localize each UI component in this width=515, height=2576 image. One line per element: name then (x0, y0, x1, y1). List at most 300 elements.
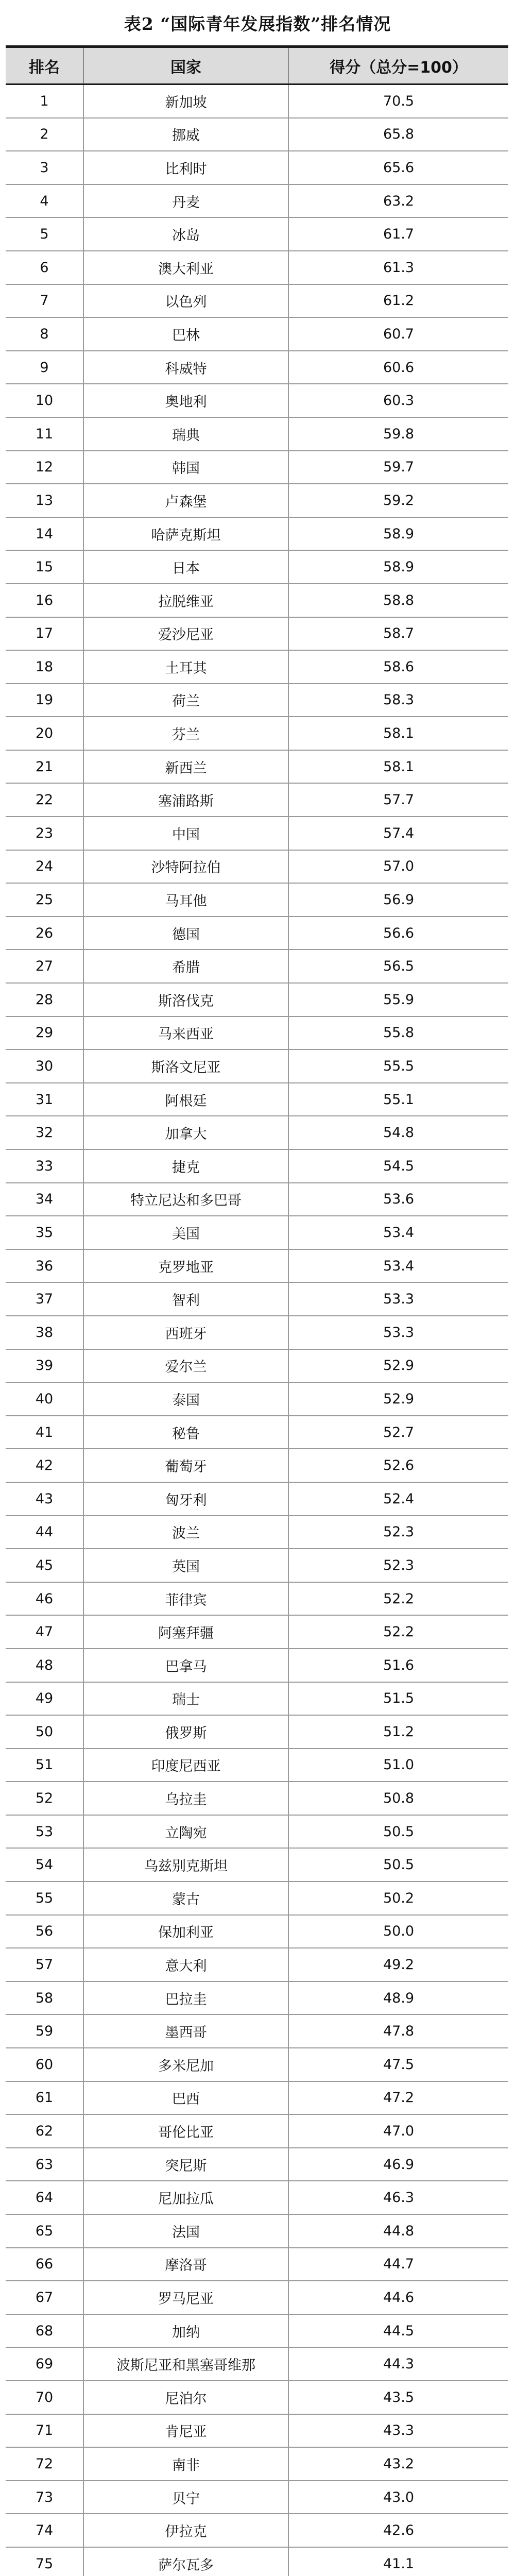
table-row (6, 984, 508, 1017)
table-row (6, 2015, 508, 2048)
score-cell: 44.5 (383, 2323, 415, 2339)
country-cell: 印度尼西亚 (84, 1749, 289, 1782)
country-cell: 冰岛 (84, 218, 289, 250)
table-row (6, 1749, 508, 1783)
rank-cell: 74 (6, 2514, 84, 2547)
country-cell: 乌兹别克斯坦 (84, 1849, 289, 1881)
score-cell: 44.3 (383, 2356, 415, 2372)
table-header-row (6, 48, 508, 85)
country-cell: 萨尔瓦多 (84, 2548, 289, 2576)
country-cell: 墨西哥 (84, 2015, 289, 2047)
table-row (6, 717, 508, 751)
rank-cell: 70 (6, 2381, 84, 2414)
score-cell: 56.9 (383, 892, 415, 908)
rank-cell: 6 (6, 251, 84, 284)
rank-cell: 52 (6, 1782, 84, 1815)
rank-cell: 11 (6, 418, 84, 450)
country-cell: 中国 (84, 817, 289, 850)
score-cell: 44.8 (383, 2223, 415, 2239)
country-cell: 斯洛文尼亚 (84, 1050, 289, 1082)
country-cell: 肯尼亚 (84, 2415, 289, 2447)
score-cell: 70.5 (383, 93, 415, 109)
table-row (6, 451, 508, 485)
country-cell: 尼加拉瓜 (84, 2181, 289, 2214)
score-cell: 43.2 (383, 2455, 415, 2472)
country-cell: 葡萄牙 (84, 1449, 289, 1482)
table-row (6, 1449, 508, 1483)
rank-cell: 73 (6, 2481, 84, 2514)
rank-cell: 40 (6, 1383, 84, 1415)
country-cell: 马来西亚 (84, 1017, 289, 1049)
score-cell: 58.6 (383, 658, 415, 675)
score-cell: 50.5 (383, 1857, 415, 1873)
rank-cell: 35 (6, 1216, 84, 1249)
table-row (6, 2281, 508, 2315)
country-cell: 塞浦路斯 (84, 784, 289, 816)
score-cell: 53.3 (383, 1291, 415, 1308)
table-row (6, 218, 508, 251)
rank-cell: 24 (6, 851, 84, 883)
rank-cell: 48 (6, 1649, 84, 1682)
country-cell: 智利 (84, 1283, 289, 1315)
country-cell: 希腊 (84, 950, 289, 982)
country-cell: 突尼斯 (84, 2148, 289, 2181)
table-row (6, 618, 508, 651)
score-cell: 60.6 (383, 359, 415, 376)
table-row (6, 85, 508, 118)
rank-cell: 33 (6, 1150, 84, 1182)
table-row (6, 2048, 508, 2082)
country-cell: 贝宁 (84, 2481, 289, 2514)
table-row (6, 1816, 508, 1849)
table-row (6, 2448, 508, 2481)
table-row (6, 1649, 508, 1683)
score-cell: 58.9 (383, 559, 415, 575)
score-cell: 58.8 (383, 592, 415, 608)
rank-cell: 50 (6, 1716, 84, 1748)
table-row (6, 917, 508, 951)
score-cell: 44.7 (383, 2256, 415, 2273)
country-cell: 马耳他 (84, 884, 289, 916)
ranking-table (6, 45, 508, 2576)
rank-cell: 26 (6, 917, 84, 950)
table-row (6, 2415, 508, 2448)
rank-cell: 64 (6, 2181, 84, 2214)
country-cell: 比利时 (84, 151, 289, 184)
score-cell: 58.1 (383, 725, 415, 742)
country-cell: 爱沙尼亚 (84, 618, 289, 650)
country-cell: 荷兰 (84, 684, 289, 717)
country-cell: 瑞士 (84, 1683, 289, 1715)
table-row (6, 2148, 508, 2182)
score-cell: 61.3 (383, 259, 415, 276)
score-cell: 55.5 (383, 1058, 415, 1075)
table-row (6, 1250, 508, 1283)
score-cell: 60.3 (383, 393, 415, 409)
table-row (6, 1316, 508, 1350)
country-cell: 挪威 (84, 118, 289, 151)
country-cell: 罗马尼亚 (84, 2281, 289, 2314)
rank-cell: 21 (6, 751, 84, 783)
country-cell: 多米尼加 (84, 2048, 289, 2081)
table-row (6, 484, 508, 518)
table-row (6, 2514, 508, 2548)
table-row (6, 1982, 508, 2015)
score-cell: 52.9 (383, 1391, 415, 1407)
table-row (6, 2548, 508, 2576)
score-cell: 52.6 (383, 1458, 415, 1474)
country-cell: 巴西 (84, 2082, 289, 2114)
country-cell: 特立尼达和多巴哥 (84, 1183, 289, 1216)
country-cell: 加纳 (84, 2315, 289, 2347)
country-cell: 澳大利亚 (84, 251, 289, 284)
rank-cell: 44 (6, 1516, 84, 1549)
score-cell: 59.7 (383, 459, 415, 476)
table-row (6, 1350, 508, 1383)
table-row (6, 1283, 508, 1316)
rank-cell: 17 (6, 618, 84, 650)
country-cell: 阿塞拜疆 (84, 1616, 289, 1648)
table-row (6, 817, 508, 851)
score-cell: 47.8 (383, 2023, 415, 2040)
score-cell: 50.5 (383, 1823, 415, 1840)
score-cell: 52.2 (383, 1590, 415, 1607)
rank-cell: 49 (6, 1683, 84, 1715)
header-score: 得分（总分=100） (330, 58, 468, 77)
rank-cell: 37 (6, 1283, 84, 1315)
country-cell: 德国 (84, 917, 289, 950)
country-cell: 美国 (84, 1216, 289, 1249)
rank-cell: 42 (6, 1449, 84, 1482)
rank-cell: 60 (6, 2048, 84, 2081)
table-row (6, 1782, 508, 1816)
country-cell: 哈萨克斯坦 (84, 518, 289, 550)
score-cell: 59.8 (383, 426, 415, 442)
table-row (6, 1616, 508, 1649)
table-row (6, 185, 508, 218)
country-cell: 巴拿马 (84, 1649, 289, 1682)
score-cell: 52.9 (383, 1358, 415, 1374)
table-caption: 表2 “国际青年发展指数”排名情况 (124, 13, 391, 34)
rank-cell: 47 (6, 1616, 84, 1648)
rank-cell: 14 (6, 518, 84, 550)
score-cell: 51.6 (383, 1657, 415, 1673)
country-cell: 巴林 (84, 318, 289, 350)
country-cell: 韩国 (84, 451, 289, 484)
rank-cell: 31 (6, 1083, 84, 1116)
score-cell: 61.2 (383, 293, 415, 309)
score-cell: 57.0 (383, 858, 415, 875)
score-cell: 51.2 (383, 1723, 415, 1740)
rank-cell: 54 (6, 1849, 84, 1881)
country-cell: 秘鲁 (84, 1416, 289, 1449)
rank-cell: 58 (6, 1982, 84, 2014)
table-row (6, 2115, 508, 2148)
country-cell: 意大利 (84, 1948, 289, 1981)
country-cell: 奥地利 (84, 384, 289, 417)
country-cell: 摩洛哥 (84, 2248, 289, 2281)
rank-cell: 25 (6, 884, 84, 916)
rank-cell: 59 (6, 2015, 84, 2047)
score-cell: 56.5 (383, 958, 415, 975)
score-cell: 48.9 (383, 1990, 415, 2006)
table-row (6, 2381, 508, 2415)
table-row (6, 2481, 508, 2515)
country-cell: 芬兰 (84, 717, 289, 750)
table-row (6, 2215, 508, 2248)
score-cell: 57.7 (383, 792, 415, 808)
score-cell: 44.6 (383, 2289, 415, 2306)
rank-cell: 61 (6, 2082, 84, 2114)
rank-cell: 38 (6, 1316, 84, 1349)
country-cell: 尼泊尔 (84, 2381, 289, 2414)
table-row (6, 751, 508, 784)
rank-cell: 41 (6, 1416, 84, 1449)
country-cell: 波斯尼亚和黑塞哥维那 (84, 2348, 289, 2380)
score-cell: 42.6 (383, 2522, 415, 2539)
table-row (6, 1549, 508, 1583)
score-cell: 50.8 (383, 1790, 415, 1807)
rank-cell: 51 (6, 1749, 84, 1782)
rank-cell: 29 (6, 1017, 84, 1049)
country-cell: 加拿大 (84, 1116, 289, 1149)
country-cell: 乌拉圭 (84, 1782, 289, 1815)
rank-cell: 28 (6, 984, 84, 1016)
table-row (6, 1017, 508, 1050)
rank-cell: 3 (6, 151, 84, 184)
table-row (6, 1683, 508, 1716)
rank-cell: 27 (6, 950, 84, 982)
score-cell: 65.8 (383, 126, 415, 143)
table-row (6, 1416, 508, 1450)
country-cell: 蒙古 (84, 1882, 289, 1914)
score-cell: 55.1 (383, 1091, 415, 1108)
rank-cell: 13 (6, 484, 84, 517)
rank-cell: 66 (6, 2248, 84, 2281)
score-cell: 54.8 (383, 1125, 415, 1141)
table-row (6, 1948, 508, 1982)
score-cell: 56.6 (383, 925, 415, 941)
rank-cell: 65 (6, 2215, 84, 2247)
rank-cell: 46 (6, 1583, 84, 1615)
score-cell: 55.9 (383, 991, 415, 1008)
rank-cell: 63 (6, 2148, 84, 2181)
country-cell: 立陶宛 (84, 1816, 289, 1848)
rank-cell: 18 (6, 651, 84, 683)
country-cell: 保加利亚 (84, 1916, 289, 1948)
rank-cell: 69 (6, 2348, 84, 2380)
country-cell: 斯洛伐克 (84, 984, 289, 1016)
country-cell: 英国 (84, 1549, 289, 1582)
rank-cell: 20 (6, 717, 84, 750)
table-row (6, 384, 508, 418)
rank-cell: 30 (6, 1050, 84, 1082)
score-cell: 51.0 (383, 1757, 415, 1773)
country-cell: 瑞典 (84, 418, 289, 450)
rank-cell: 16 (6, 584, 84, 617)
rank-cell: 53 (6, 1816, 84, 1848)
country-cell: 波兰 (84, 1516, 289, 1549)
rank-cell: 15 (6, 551, 84, 583)
rank-cell: 43 (6, 1483, 84, 1515)
rank-cell: 19 (6, 684, 84, 717)
table-row (6, 1050, 508, 1083)
table-row (6, 2082, 508, 2115)
table-row (6, 251, 508, 285)
score-cell: 46.3 (383, 2190, 415, 2206)
score-cell: 53.4 (383, 1224, 415, 1241)
rank-cell: 23 (6, 817, 84, 850)
country-cell: 法国 (84, 2215, 289, 2247)
score-cell: 58.9 (383, 526, 415, 542)
score-cell: 59.2 (383, 492, 415, 509)
rank-cell: 7 (6, 285, 84, 317)
rank-cell: 22 (6, 784, 84, 816)
country-cell: 伊拉克 (84, 2514, 289, 2547)
table-row (6, 1849, 508, 1882)
score-cell: 52.3 (383, 1524, 415, 1540)
country-cell: 科威特 (84, 351, 289, 384)
score-cell: 58.7 (383, 625, 415, 642)
country-cell: 克罗地亚 (84, 1250, 289, 1282)
score-cell: 50.2 (383, 1890, 415, 1906)
table-row (6, 285, 508, 318)
country-cell: 新加坡 (84, 85, 289, 117)
table-row (6, 851, 508, 884)
table-row (6, 1116, 508, 1150)
rank-cell: 1 (6, 85, 84, 117)
table-row (6, 551, 508, 584)
score-cell: 53.4 (383, 1258, 415, 1274)
score-cell: 53.6 (383, 1191, 415, 1208)
table-row (6, 1483, 508, 1516)
score-cell: 58.3 (383, 692, 415, 708)
score-cell: 58.1 (383, 758, 415, 775)
rank-cell: 8 (6, 318, 84, 350)
rank-cell: 75 (6, 2548, 84, 2576)
rank-cell: 72 (6, 2448, 84, 2480)
table-row (6, 1716, 508, 1749)
table-row (6, 418, 508, 451)
score-cell: 52.3 (383, 1557, 415, 1573)
header-country: 国家 (84, 48, 289, 83)
country-cell: 卢森堡 (84, 484, 289, 517)
rank-cell: 62 (6, 2115, 84, 2147)
score-cell: 61.7 (383, 226, 415, 243)
rank-cell: 5 (6, 218, 84, 250)
rank-cell: 68 (6, 2315, 84, 2347)
score-cell: 49.2 (383, 1957, 415, 1973)
score-cell: 47.0 (383, 2123, 415, 2140)
rank-cell: 36 (6, 1250, 84, 1282)
header-rank: 排名 (6, 48, 84, 83)
country-cell: 土耳其 (84, 651, 289, 683)
rank-cell: 57 (6, 1948, 84, 1981)
country-cell: 哥伦比亚 (84, 2115, 289, 2147)
table-row (6, 950, 508, 984)
score-cell: 43.0 (383, 2489, 415, 2505)
score-cell: 50.0 (383, 1923, 415, 1940)
rank-cell: 10 (6, 384, 84, 417)
score-cell: 43.3 (383, 2422, 415, 2439)
country-cell: 新西兰 (84, 751, 289, 783)
table-row (6, 1916, 508, 1949)
rank-cell: 4 (6, 185, 84, 217)
table-row (6, 884, 508, 917)
table-row (6, 684, 508, 718)
score-cell: 43.5 (383, 2389, 415, 2405)
country-cell: 南非 (84, 2448, 289, 2480)
table-row (6, 1083, 508, 1117)
score-cell: 47.2 (383, 2090, 415, 2106)
country-cell: 阿根廷 (84, 1083, 289, 1116)
table-row (6, 118, 508, 152)
country-cell: 沙特阿拉伯 (84, 851, 289, 883)
country-cell: 巴拉圭 (84, 1982, 289, 2014)
table-row (6, 1583, 508, 1616)
table-row (6, 1383, 508, 1416)
country-cell: 拉脱维亚 (84, 584, 289, 617)
table-row (6, 1150, 508, 1183)
table-row (6, 584, 508, 618)
table-row (6, 2248, 508, 2282)
rank-cell: 55 (6, 1882, 84, 1914)
score-cell: 41.1 (383, 2555, 415, 2572)
country-cell: 爱尔兰 (84, 1350, 289, 1382)
score-cell: 60.7 (383, 326, 415, 342)
table-row (6, 2348, 508, 2381)
country-cell: 泰国 (84, 1383, 289, 1415)
score-cell: 55.8 (383, 1025, 415, 1041)
score-cell: 46.9 (383, 2156, 415, 2173)
score-cell: 47.5 (383, 2056, 415, 2073)
rank-cell: 71 (6, 2415, 84, 2447)
rank-cell: 34 (6, 1183, 84, 1216)
table-row (6, 2315, 508, 2348)
score-cell: 52.2 (383, 1624, 415, 1640)
score-cell: 54.5 (383, 1158, 415, 1174)
rank-cell: 2 (6, 118, 84, 151)
country-cell: 西班牙 (84, 1316, 289, 1349)
country-cell: 丹麦 (84, 185, 289, 217)
country-cell: 菲律宾 (84, 1583, 289, 1615)
score-cell: 57.4 (383, 825, 415, 841)
table-row (6, 1183, 508, 1217)
table-row (6, 2181, 508, 2215)
score-cell: 63.2 (383, 193, 415, 209)
table-row (6, 1882, 508, 1916)
score-cell: 52.7 (383, 1424, 415, 1440)
table-row (6, 1516, 508, 1550)
rank-cell: 12 (6, 451, 84, 484)
country-cell: 捷克 (84, 1150, 289, 1182)
rank-cell: 9 (6, 351, 84, 384)
rank-cell: 67 (6, 2281, 84, 2314)
table-row (6, 784, 508, 817)
country-cell: 俄罗斯 (84, 1716, 289, 1748)
score-cell: 51.5 (383, 1690, 415, 1707)
rank-cell: 45 (6, 1549, 84, 1582)
score-cell: 53.3 (383, 1324, 415, 1341)
country-cell: 日本 (84, 551, 289, 583)
country-cell: 匈牙利 (84, 1483, 289, 1515)
table-row (6, 651, 508, 684)
score-cell: 65.6 (383, 159, 415, 176)
rank-cell: 56 (6, 1916, 84, 1948)
score-cell: 52.4 (383, 1490, 415, 1507)
table-row (6, 151, 508, 185)
rank-cell: 39 (6, 1350, 84, 1382)
